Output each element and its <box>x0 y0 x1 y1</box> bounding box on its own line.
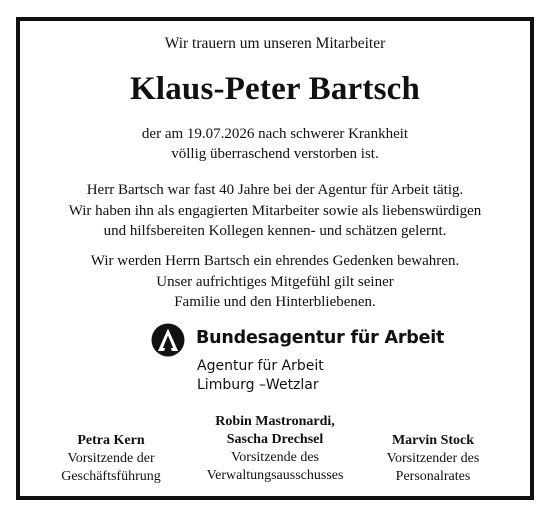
signature-right <box>368 432 498 486</box>
signatory-role: Vorsitzende der <box>67 451 155 466</box>
agency-location-line: Limburg –Wetzlar <box>197 377 319 393</box>
signature-middle <box>190 413 360 485</box>
intro-text: Wir trauern um unseren Mitarbeiter <box>164 35 386 52</box>
signature-left <box>46 432 176 486</box>
deceased-name: Klaus-Peter Bartsch <box>129 71 421 107</box>
signatory-name: Robin Mastronardi, <box>215 414 335 429</box>
signatory-name: Sascha Drechsel <box>226 432 324 447</box>
organization-subtitle <box>197 357 324 395</box>
obituary-frame <box>16 17 534 500</box>
signatory-role: Vorsitzender des <box>386 451 480 466</box>
paragraph-line: Herr Bartsch war fast 40 Jahre bei der Agentur für Arbeit tätig. <box>86 182 464 198</box>
organization-name: Bundesagentur für Arbeit <box>196 328 445 348</box>
signatory-name: Petra Kern <box>77 433 145 448</box>
signatory-role: Verwaltungsausschusses <box>206 468 344 483</box>
signatory-name: Marvin Stock <box>391 433 475 448</box>
death-notice-paragraph <box>20 124 530 164</box>
signatory-role: Personalrates <box>395 469 471 484</box>
tribute-paragraph <box>20 180 530 242</box>
paragraph-line: der am 19.07.2026 nach schwerer Krankheit <box>141 126 409 142</box>
condolence-paragraph <box>20 251 530 313</box>
bundesagentur-logo-icon <box>151 323 185 357</box>
signatory-role: Vorsitzende des <box>231 450 319 465</box>
signatory-role: Geschäftsführung <box>61 469 161 484</box>
paragraph-line: völlig überraschend verstorben ist. <box>171 146 379 162</box>
paragraph-line: Wir werden Herrn Bartsch ein ehrendes Gedenken bewahren. <box>90 253 460 269</box>
paragraph-line: Wir haben ihn als engagierten Mitarbeiter sowie als liebenswürdigen <box>68 202 482 219</box>
paragraph-line: Familie und den Hinterbliebenen. <box>174 294 376 310</box>
paragraph-line: Unser aufrichtiges Mitgefühl gilt seiner <box>156 273 394 290</box>
paragraph-line: und hilfsbereiten Kollegen kennen- und schätzen gelernt. <box>103 223 447 239</box>
agency-line: Agentur für Arbeit <box>197 358 324 374</box>
